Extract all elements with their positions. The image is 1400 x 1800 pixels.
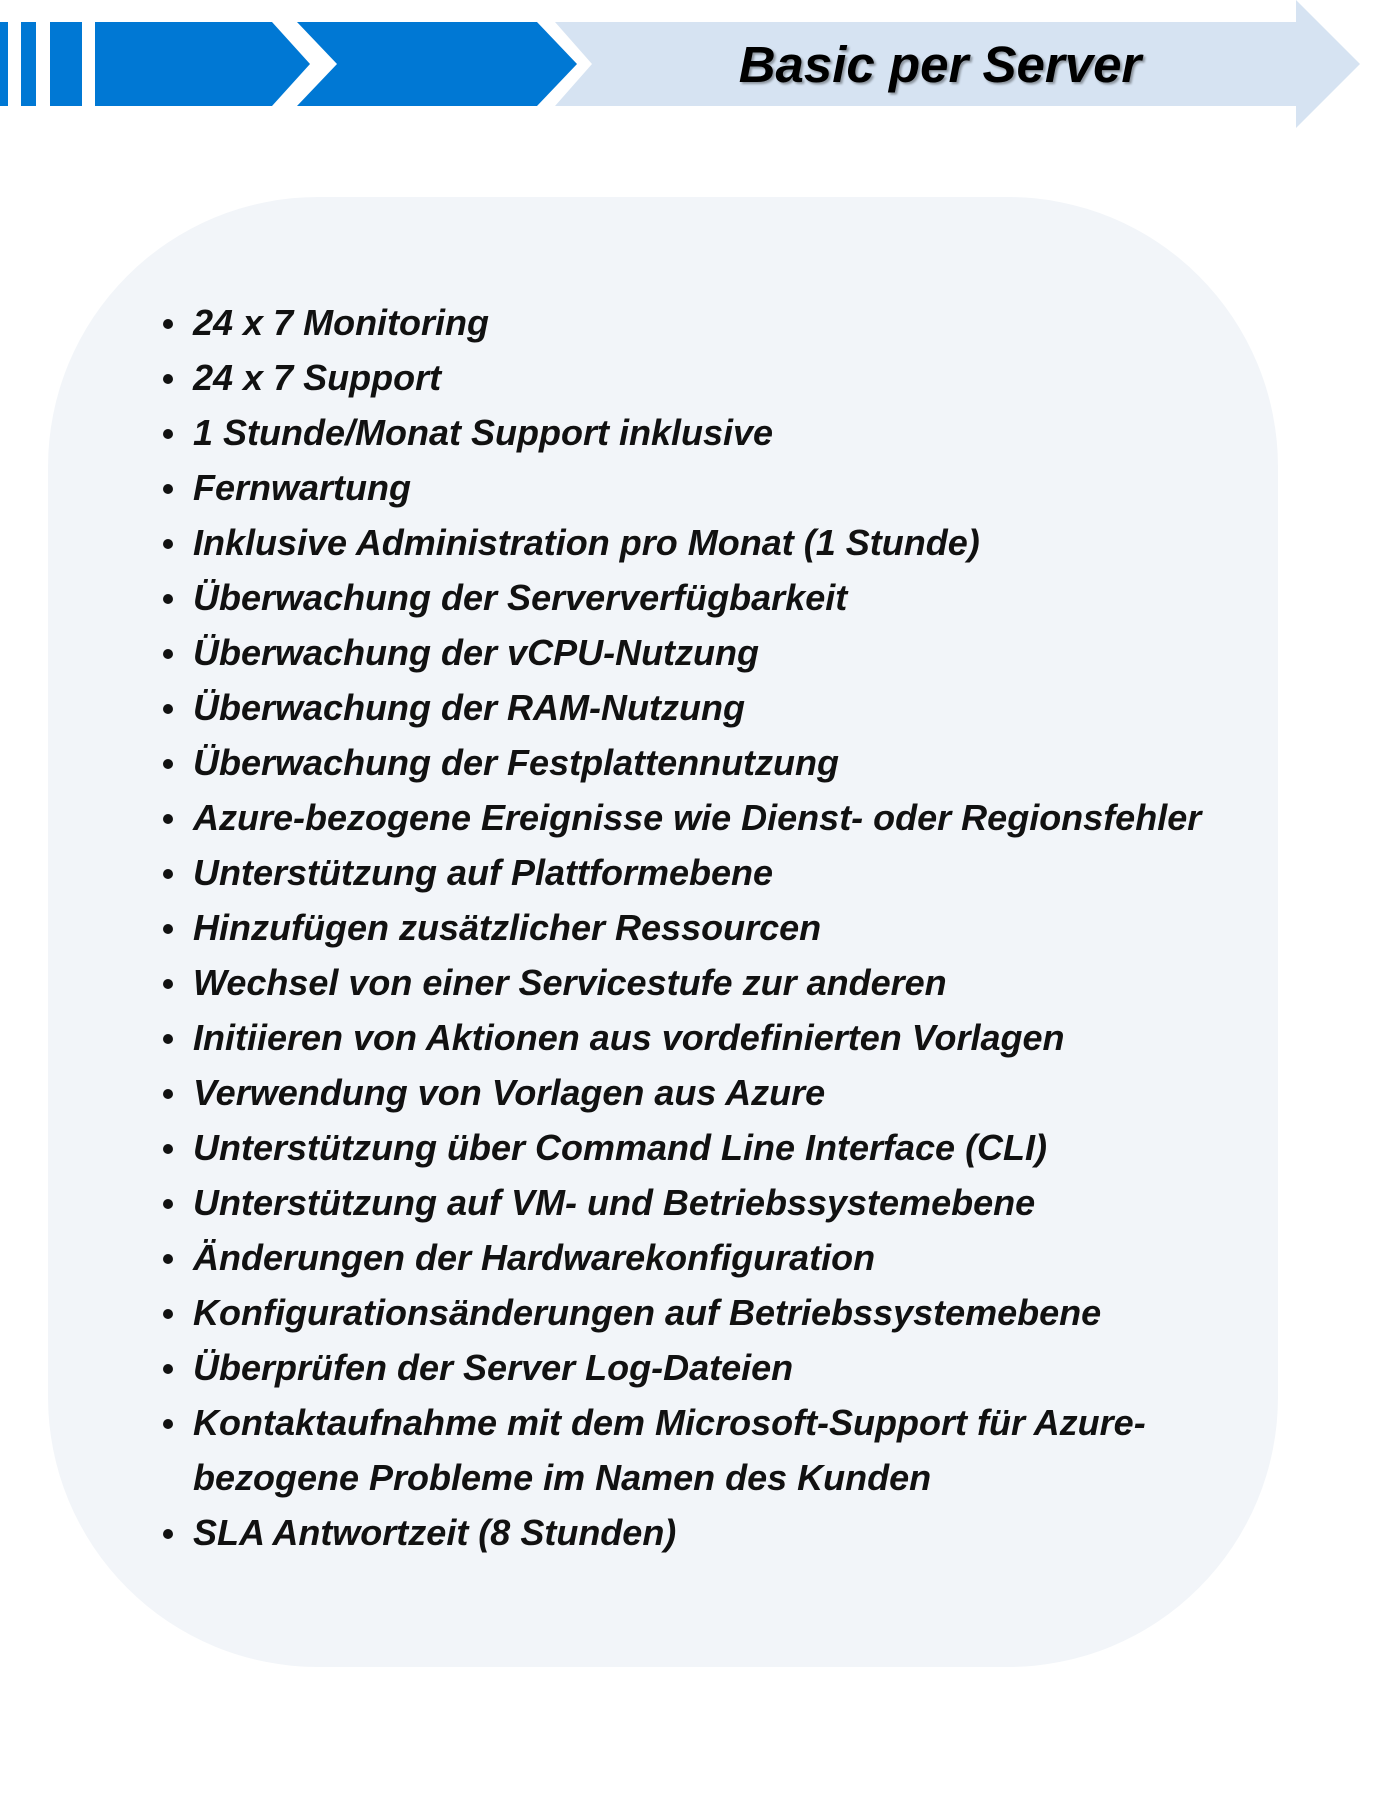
banner-chevron-2 [297,22,577,106]
bullet-icon [163,429,173,439]
feature-label: Überwachung der Festplattennutzung [193,742,840,783]
feature-label: 1 Stunde/Monat Support inklusive [193,412,774,453]
banner-chevron-1 [95,22,310,106]
bullet-icon [163,374,173,384]
banner-stripe-2 [21,22,36,106]
feature-item [160,1175,1270,1230]
feature-item [160,790,1270,845]
feature-item [160,460,1270,515]
feature-label: 24 x 7 Monitoring [193,302,490,343]
feature-item [160,570,1270,625]
feature-label: SLA Antwortzeit (8 Stunden) [193,1512,677,1553]
feature-label: Unterstützung auf VM- und Betriebssystemebene [193,1182,1036,1223]
feature-label: Änderungen der Hardwarekonfiguration [193,1237,876,1278]
bullet-icon [163,924,173,934]
bullet-icon [163,759,173,769]
feature-item [160,1230,1270,1285]
feature-label: Verwendung von Vorlagen aus Azure [193,1072,826,1113]
bullet-icon [163,649,173,659]
feature-item [160,1285,1270,1340]
bullet-icon [163,979,173,989]
feature-item [160,1395,1270,1505]
feature-item [160,1010,1270,1065]
feature-label: Überwachung der RAM-Nutzung [193,687,745,728]
bullet-icon [163,594,173,604]
feature-item [160,955,1270,1010]
bullet-icon [163,1199,173,1209]
banner-stripe-1 [0,22,8,106]
feature-label: Wechsel von einer Servicestufe zur anderen [193,962,947,1003]
feature-item [160,680,1270,735]
feature-item [160,515,1270,570]
banner-stripe-3 [50,22,82,106]
feature-label: Überwachung der Serververfügbarkeit [193,577,848,618]
feature-label: Überprüfen der Server Log-Dateien [193,1347,794,1388]
bullet-icon [163,539,173,549]
bullet-icon [163,484,173,494]
header-banner [0,0,1400,140]
feature-item [160,625,1270,680]
feature-label: Inklusive Administration pro Monat (1 Stunde) [193,522,980,563]
feature-item [160,405,1270,460]
feature-item [160,900,1270,955]
feature-label: Überwachung der vCPU-Nutzung [193,632,760,673]
feature-item [160,1065,1270,1120]
bullet-icon [163,869,173,879]
bullet-icon [163,1089,173,1099]
feature-label: Konfigurationsänderungen auf Betriebssystemebene [193,1292,1102,1333]
feature-item [160,845,1270,900]
bullet-icon [163,1254,173,1264]
bullet-icon [163,319,173,329]
bullet-icon [163,1364,173,1374]
feature-label: Fernwartung [193,467,412,508]
feature-item [160,350,1270,405]
feature-label: Kontaktaufnahme mit dem Microsoft-Support für Azure-bezogene Probleme im Namen des Kunden [193,1402,1146,1498]
feature-item [160,295,1270,350]
bullet-icon [163,1144,173,1154]
feature-item [160,1505,1270,1560]
feature-item [160,735,1270,790]
feature-label: Unterstützung über Command Line Interface (CLI) [193,1127,1048,1168]
bullet-icon [163,704,173,714]
bullet-icon [163,1529,173,1539]
feature-list [160,295,1270,1560]
feature-item [160,1120,1270,1175]
feature-label: Hinzufügen zusätzlicher Ressourcen [193,907,822,948]
feature-label: Initiieren von Aktionen aus vordefinierten Vorlagen [193,1017,1065,1058]
page-title: Basic per Server [738,36,1142,93]
bullet-icon [163,1034,173,1044]
feature-label: Unterstützung auf Plattformebene [193,852,774,893]
bullet-icon [163,1309,173,1319]
bullet-icon [163,1419,173,1429]
bullet-icon [163,814,173,824]
feature-label: Azure-bezogene Ereignisse wie Dienst- oder Regionsfehler [193,797,1202,838]
feature-item [160,1340,1270,1395]
feature-label: 24 x 7 Support [193,357,442,398]
